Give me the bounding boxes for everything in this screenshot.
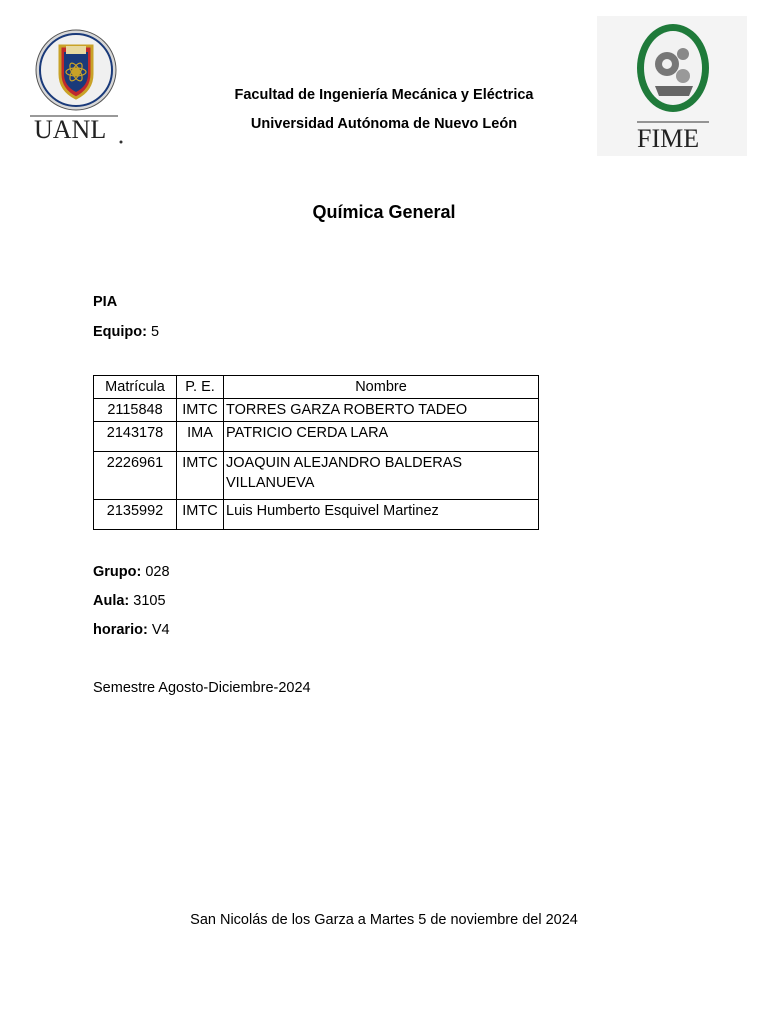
grupo-value: 028: [145, 564, 170, 580]
matricula-cell: 2143178: [94, 422, 177, 452]
fime-logo: [597, 16, 747, 156]
equipo-label: Equipo:: [93, 324, 147, 340]
table-row: [94, 422, 539, 452]
matricula-cell: 2135992: [94, 500, 177, 530]
svg-text:UANL: UANL: [34, 115, 107, 144]
column-header-nombre: Nombre: [224, 376, 539, 399]
nombre-cell: PATRICIO CERDA LARA: [224, 422, 539, 452]
horario-line: [93, 622, 170, 638]
university-title: Universidad Autónoma de Nuevo León: [250, 116, 518, 132]
pe-cell: IMTC: [177, 399, 224, 422]
svg-text:FIME: FIME: [637, 124, 700, 153]
equipo-line: [93, 324, 159, 340]
faculty-title: Facultad de Ingeniería Mecánica y Eléctrica: [234, 87, 534, 103]
matricula-cell: 2115848: [94, 399, 177, 422]
nombre-cell: Luis Humberto Esquivel Martinez: [224, 500, 539, 530]
aula-label: Aula:: [93, 593, 130, 609]
table-row: [94, 500, 539, 530]
aula-value: 3105: [133, 593, 166, 609]
column-header-matricula: Matrícula: [94, 376, 177, 399]
column-header-pe: P. E.: [177, 376, 224, 399]
pe-cell: IMTC: [177, 500, 224, 530]
grupo-label: Grupo:: [93, 564, 142, 580]
pe-cell: IMTC: [177, 452, 224, 500]
equipo-value: 5: [151, 324, 160, 340]
table-row: [94, 399, 539, 422]
table-row: [94, 452, 539, 500]
nombre-cell: TORRES GARZA ROBERTO TADEO: [224, 399, 539, 422]
fime-seal-icon: [597, 16, 747, 156]
horario-label: horario:: [93, 622, 148, 638]
semester-text: Semestre Agosto-Diciembre-2024: [93, 680, 311, 696]
matricula-cell: 2226961: [94, 452, 177, 500]
horario-value: V4: [151, 622, 170, 638]
pe-cell: IMA: [177, 422, 224, 452]
pia-label: PIA: [93, 294, 118, 310]
aula-line: [93, 593, 166, 609]
course-title: Química General: [312, 202, 456, 222]
members-table: [93, 375, 539, 530]
grupo-line: [93, 564, 170, 580]
footer-place-date: San Nicolás de los Garza a Martes 5 de noviembre del 2024: [190, 912, 578, 928]
nombre-cell: JOAQUIN ALEJANDRO BALDERAS VILLANUEVA: [224, 452, 539, 500]
table-header-row: [94, 376, 539, 399]
